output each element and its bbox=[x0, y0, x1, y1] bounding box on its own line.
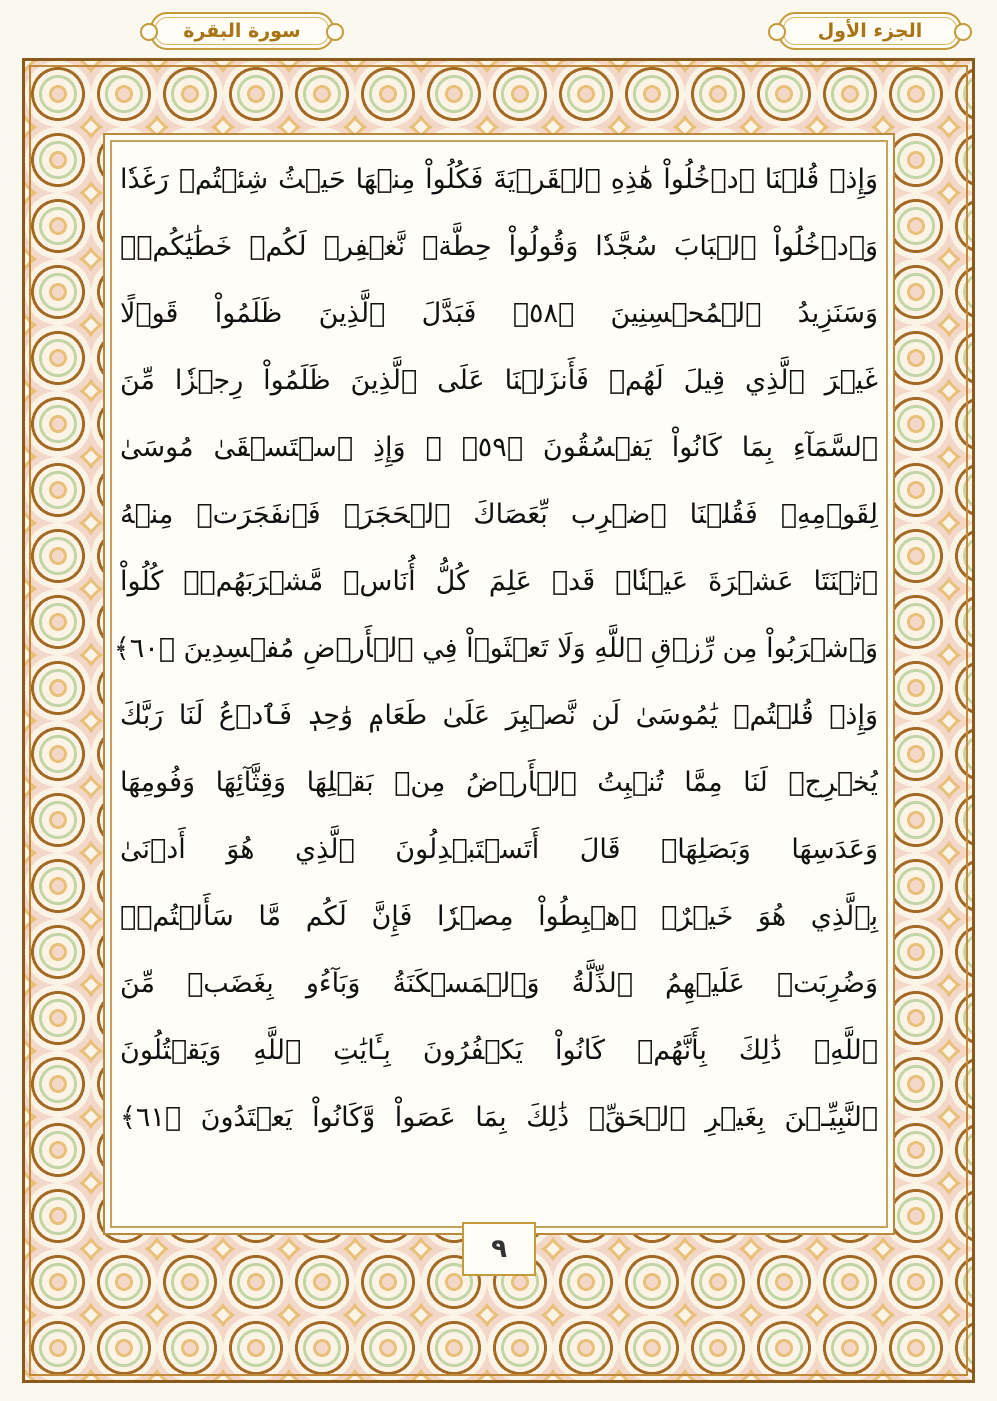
text-line: بِٱلَّذِي هُوَ خَيۡرٌۚ ٱهۡبِطُواْ مِصۡرٗا فَإِنَّ لَكُم مَّا سَأَلۡتُمۡۗ bbox=[120, 901, 878, 932]
text-line: وَسَنَزِيدُ ٱلۡمُحۡسِنِينَ ﴿٥٨﴾ فَبَدَّلَ ٱلَّذِينَ ظَلَمُواْ قَوۡلًا bbox=[120, 298, 878, 329]
text-line: ٱثۡنَتَا عَشۡرَةَ عَيۡنٗاۖ قَدۡ عَلِمَ كُلُّ أُنَاسٖ مَّشۡرَبَهُمۡۖ كُلُواْ bbox=[120, 566, 878, 597]
text-line: وَٱشۡرَبُواْ مِن رِّزۡقِ ٱللَّهِ وَلَا تَعۡثَوۡاْ فِي ٱلۡأَرۡضِ مُفۡسِدِينَ ﴿٦٠﴾ bbox=[113, 633, 878, 664]
text-line: وَضُرِبَتۡ عَلَيۡهِمُ ٱلذِّلَّةُ وَٱلۡمَسۡكَنَةُ وَبَآءُو بِغَضَبٖ مِّنَ bbox=[120, 968, 878, 999]
text-line: ٱلنَّبِيِّـۧنَ بِغَيۡرِ ٱلۡحَقِّۗ ذَٰلِكَ بِمَا عَصَواْ وَّكَانُواْ يَعۡتَدُونَ ﴿٦١﴾ bbox=[120, 1102, 878, 1133]
text-line: غَيۡرَ ٱلَّذِي قِيلَ لَهُمۡ فَأَنزَلۡنَا عَلَى ٱلَّذِينَ ظَلَمُواْ رِجۡزٗا مِّنَ bbox=[120, 365, 878, 396]
text-line: ٱلسَّمَآءِ بِمَا كَانُواْ يَفۡسُقُونَ ﴿٥٩﴾ ۞ وَإِذِ ٱسۡتَسۡقَىٰ مُوسَىٰ bbox=[120, 432, 879, 463]
surah-label: سورة البقرة bbox=[150, 12, 334, 50]
juz-label: الجزء الأول bbox=[778, 12, 962, 50]
text-line: وَٱدۡخُلُواْ ٱلۡبَابَ سُجَّدٗا وَقُولُواْ حِطَّةٞ نَّغۡفِرۡ لَكُمۡ خَطَٰيَٰكُمۡۚ bbox=[120, 231, 878, 262]
text-line: لِقَوۡمِهِۦ فَقُلۡنَا ٱضۡرِب بِّعَصَاكَ ٱلۡحَجَرَۖ فَٱنفَجَرَتۡ مِنۡهُ bbox=[120, 499, 878, 530]
text-line: يُخۡرِجۡ لَنَا مِمَّا تُنۢبِتُ ٱلۡأَرۡضُ مِنۢ بَقۡلِهَا وَقِثَّآئِهَا وَفُومِهَا bbox=[120, 767, 878, 798]
text-line: وَعَدَسِهَا وَبَصَلِهَاۖ قَالَ أَتَسۡتَبۡدِلُونَ ٱلَّذِي هُوَ أَدۡنَىٰ bbox=[120, 834, 878, 865]
text-line: ٱللَّهِۗ ذَٰلِكَ بِأَنَّهُمۡ كَانُواْ يَكۡفُرُونَ بِـَٔايَٰتِ ٱللَّهِ وَيَقۡتُلُونَ bbox=[120, 1035, 878, 1066]
verse-text bbox=[113, 146, 879, 1151]
text-line: وَإِذۡ قُلۡنَا ٱدۡخُلُواْ هَٰذِهِ ٱلۡقَرۡيَةَ فَكُلُواْ مِنۡهَا حَيۡثُ شِئۡتُمۡ رَغَدٗا bbox=[120, 164, 878, 195]
text-line: وَإِذۡ قُلۡتُمۡ يَٰمُوسَىٰ لَن نَّصۡبِرَ عَلَىٰ طَعَامٖ وَٰحِدٖ فَٱدۡعُ لَنَا رَبَّكَ bbox=[120, 700, 878, 731]
page-number: ٩ bbox=[462, 1222, 536, 1276]
